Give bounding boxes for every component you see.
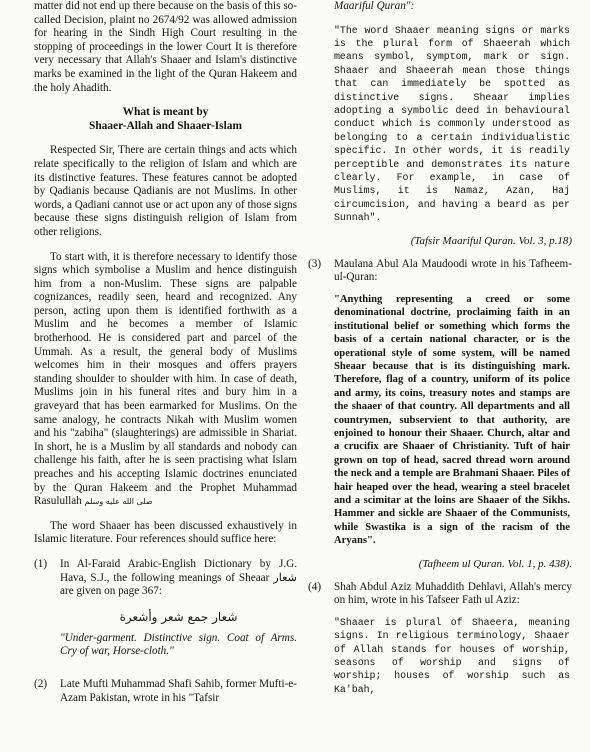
paragraph-word-shaaer: The word Shaaer has been discussed exhaustively in Islamic literature. Four references should suffice here: <box>34 519 297 546</box>
heading-line-2: Shaaer-Allah and Shaaer-Islam <box>89 119 242 132</box>
reference-1 <box>34 558 297 670</box>
reference-body <box>60 678 297 716</box>
reference-3 <box>308 258 572 285</box>
right-column <box>308 0 572 696</box>
reference-number: (1) <box>34 557 48 570</box>
reference-body <box>334 258 572 285</box>
citation-tafheem: (Tafheem ul Quran. Vol. 1, p. 438). <box>418 557 572 570</box>
reference-number: (4) <box>308 580 322 593</box>
reference-intro: Shah Abdul Aziz Muhaddith Dehlavi, Allah's mercy on him, wrote in his Tafseer Fath ul Aziz: <box>334 580 572 607</box>
arabic-words: شعار جمع شعر وأشعرة <box>119 609 238 624</box>
quote-fath-ul-aziz <box>334 616 570 696</box>
quote-text: "Shaaer is plural of Shaeera, meaning signs. In religious terminology, Shaaer of Allah stands for houses of worship, seasons of worship and signs of worship; houses of worship such as Ka'bah, <box>334 616 570 695</box>
reference-4 <box>308 581 572 608</box>
reference-body <box>334 581 572 608</box>
citation-maariful: (Tafsir Maariful Quran. Vol. 3, p.18) <box>410 234 572 247</box>
quote-tafheem <box>334 293 570 548</box>
left-column <box>34 0 297 724</box>
reference-intro: Maulana Abul Ala Maudoodi wrote in his Tafheem-ul-Quran: <box>334 257 572 284</box>
quote-maariful-quran <box>334 24 570 225</box>
paragraph-to-start-with <box>34 251 297 509</box>
reference-number: (3) <box>308 257 322 270</box>
reference-text: Late Mufti Muhammad Shafi Sahib, former Mufti-e-Azam Pakistan, wrote in his "Tafsir <box>60 677 297 704</box>
reference-body <box>60 558 297 670</box>
reference-number: (2) <box>34 677 48 690</box>
dictionary-meaning: "Under-garment. Distinctive sign. Coat of Arms. Cry of war, Horse-cloth." <box>60 631 297 658</box>
quote-text: "Anything representing a creed or some denominational doctrine, proclaiming faith in an institutional belief or something which forms the basis of a certain national character, or is the operational style of some system, will be named Sheaar because that is its distinguishing mark. Therefore, flag of a country, uniform of its police and army, its coins, treasury notes and stamps are the shaaer of that country. All departments and all countrymen, subservient to that authority, are enjoined to honour their Shaaer. Church, altar and a crucifix are Shaaer of Christianity. Tuft of hair grown on top of head, sacred thread worn around the neck and a temple are Brahmani Shaaer. Piles of hair heaped over the head, wearing a steel bracelet and a scimitar at the loins are Shaaer of the Sikhs. Hammer and sickle are Shaaer of the Communists, while Swastika is a sign of the racism of the Aryans". <box>334 293 570 547</box>
honorific-arabic: صلى الله عليه وسلم <box>84 497 153 507</box>
reference-2 <box>34 678 297 716</box>
quote-text: "The word Shaaer meaning signs or marks is the plural form of Shaeerah which means symbol, symptom, mark or sign. Shaaer and Shaeerah mean those things that can immediately be spotted as distinctive signs. Sheaar implies adopting a symbolic deed in behavioural conduct which is commonly understood as belonging to a certain individualistic specific. In other words, it is readily perceptible and demonstrates its nature clearly. For example, in case of Muslims, it is Namaz, Azan, Haj circumcision, and having a beard as per Sunnah". <box>334 24 570 224</box>
paragraph-intro: matter did not end up there because on the basis of this so-called Decision, plaint no 2674/92 was allowed admission for hearing in the Sindh High Court resulting in the stopping of proceedings in the lower Court It is therefore very necessary that Allah's Shaaer and Islam's distinctive marks be examined in the light of the Quran Hakeem and the holy Ahadith. <box>34 0 297 94</box>
continued-title: Maariful Quran": <box>334 0 415 12</box>
reference-text: In Al-Faraid Arabic-English Dictionary by J.G. Hava, S.J., the following meanings of Sheaar شعار are given on page 367: <box>60 557 297 598</box>
heading-line-1: What is meant by <box>122 106 209 119</box>
section-heading <box>34 106 297 133</box>
paragraph-respected-sir: Respected Sir, There are certain things and acts which relate specifically to the religion of Islam and which are its distinctive features. These features cannot be adopted by Qadianis because Qadianis are not Muslims. In other words, a Qadiani cannot use or act upon any of those signs because these signs distinguish religion of Islam from other religions. <box>34 144 297 238</box>
paragraph-text: To start with, it is therefore necessary to identify those signs which symbolise a Muslim and hence distinguish him from a non-Muslim. These signs are palpable cognizances, readily seen, heard and recognized. Any person, acting upon them is identified forthwith as a Muslim and he becomes a member of Islamic brotherhood. He is considered part and parcel of the Ummah. As a result, the general body of Muslims welcomes him in their mosques and offers prayers standing shoulder to shoulder with him. In case of death, Muslims join in his funeral rites and bury him in a graveyard that has been earmarked for Muslims. On the same analogy, he contracts Nikah with Muslim women and his "zabiha" (slaughterings) are admissible in Shariat. In short, he is a Muslim by all standards and nobody can challenge his faith, after he is seen practising what Islam preaches and his accepting Islamic doctrines enunciated by the Quran Hakeem and the Prophet Muhammad Rasulullah <box>34 250 297 508</box>
